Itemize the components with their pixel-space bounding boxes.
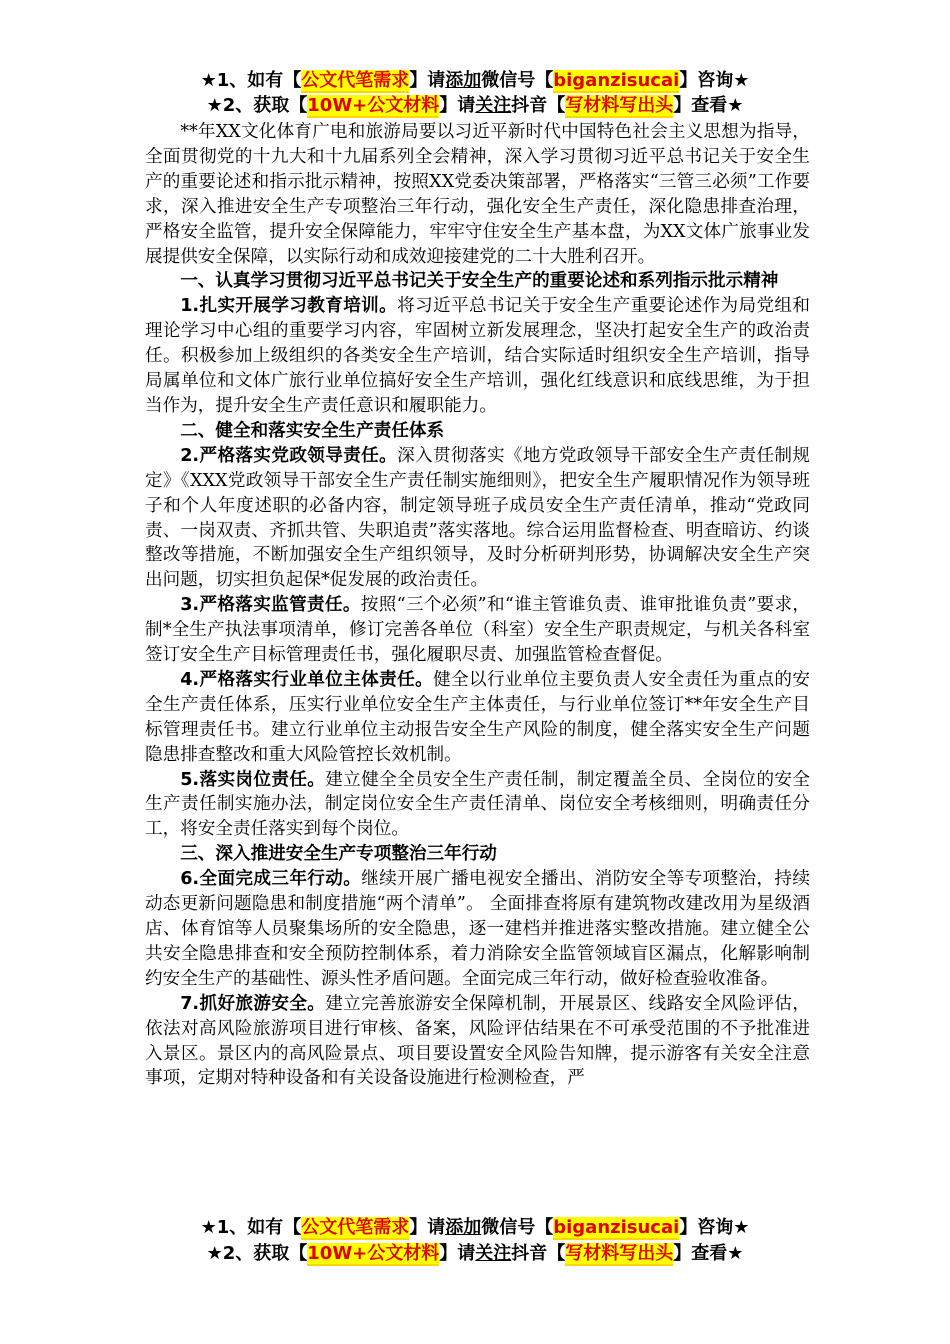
paragraph-5 bbox=[145, 768, 810, 843]
banner-text: 】请 bbox=[409, 1217, 446, 1238]
banner-highlight: 10W+公文材料 bbox=[307, 1243, 440, 1264]
section-heading-2: 二、健全和落实安全生产责任体系 bbox=[180, 420, 445, 441]
bottom-banner-line-2 bbox=[0, 1242, 950, 1266]
top-banner-line-1 bbox=[0, 69, 950, 93]
paragraph-text: 按照“三个必须”和“谁主管谁负责、谁审批谁负责”要求，制*全生产执法事项清单，修订完善各单位（科室）安全生产职责规定，与机关各科室签订安全生产目标管理责任书，强化履职尽责、加强监管检查督促。 bbox=[145, 595, 810, 666]
paragraph-text: 将习近平总书记关于安全生产重要论述作为局党组和理论学习中心组的重要学习内容，牢固树立新发展理念，坚决打起安全生产的政治责任。积极参加上级组织的各类安全生产培训，结合实际适时组织安全生产培训，指导局属单位和文体广旅行业单位搞好安全生产培训，强化红线意识和底线思维，为于担当作为，提升安全生产责任意识和履职能力。 bbox=[145, 296, 810, 416]
paragraph-title: 7.抓好旅游安全。 bbox=[180, 993, 326, 1014]
banner-underlined-text: 关注 bbox=[475, 95, 512, 116]
banner-highlight: 公文代笔需求 bbox=[301, 70, 410, 91]
banner-text: 】咨询★ bbox=[679, 1217, 750, 1238]
paragraph-text: 建立健全全员安全生产责任制，制定覆盖全员、全岗位的安全生产责任制实施办法，制定岗位安全生产责任清单、岗位安全考核细则，明确责任分工，将安全责任落实到每个岗位。 bbox=[145, 769, 810, 840]
banner-underlined-text: 添加 bbox=[445, 1217, 482, 1238]
banner-text: 】咨询★ bbox=[679, 70, 750, 91]
paragraph-text: 继续开展广播电视安全播出、消防安全等专项整治，持续动态更新问题隐患和制度措施“两个清单”。 全面排查将原有建筑物改建改用为星级酒店、体育馆等人员聚集场所的安全隐患，逐一建档并推进落实整改措施。建立健全公共安全隐患排查和安全预防控制体系，着力消除安全监管领域盲区漏点，化解影响制约安全生产的基础性、源头性矛盾问题。全面完成三年行动，做好检查验收准备。 bbox=[145, 869, 810, 989]
intro-paragraph: **年XX文化体育广电和旅游局要以习近平新时代中国特色社会主义思想为指导，全面贯彻党的十九大和十九届系列全会精神，深入学习贯彻习近平总书记关于安全生产的重要论述和指示批示精神，按照XX党委决策部署，严格落实“三管三必须”工作要求，深入推进安全生产专项整治三年行动，强化安全生产责任，深化隐患排查治理，严格安全监管，提升安全保障能力，牢牢守住安全生产基本盘，为XX文体广旅事业发展提供安全保障，以实际行动和成效迎接建党的二十大胜利召开。 bbox=[145, 122, 810, 267]
paragraph-title: 4.严格落实行业单位主体责任。 bbox=[180, 669, 434, 690]
paragraph-text: 建立完善旅游安全保障机制，开展景区、线路安全风险评估，依法对高风险旅游项目进行审核、备案，风险评估结果在不可承受范围的不予批准进入景区。景区内的高风险景点、项目要设置安全风险告知牌，提示游客有关安全注意事项，定期对特种设备和有关设备设施进行检测检查，严 bbox=[145, 993, 810, 1089]
document-body bbox=[145, 120, 810, 1091]
section-heading-1: 一、认真学习贯彻习近平总书记关于安全生产的重要论述和系列指示批示精神 bbox=[180, 271, 779, 292]
paragraph-title: 1.扎实开展学习教育培训。 bbox=[180, 296, 398, 317]
paragraph-1 bbox=[145, 294, 810, 419]
banner-text: 】查看★ bbox=[673, 1243, 744, 1264]
banner-highlight: biganzisucai bbox=[553, 70, 680, 91]
paragraph-title: 5.落实岗位责任。 bbox=[180, 769, 326, 790]
paragraph-title: 3.严格落实监管责任。 bbox=[180, 595, 361, 616]
paragraph-2 bbox=[145, 444, 810, 593]
banner-text: ★2、获取【 bbox=[206, 1243, 308, 1264]
paragraph-3 bbox=[145, 593, 810, 668]
paragraph-title: 2.严格落实党政领导责任。 bbox=[180, 445, 398, 466]
banner-highlight: 写材料写出头 bbox=[565, 95, 674, 116]
paragraph-4 bbox=[145, 668, 810, 768]
banner-underlined-text: 关注 bbox=[475, 1243, 512, 1264]
banner-text: ★1、如有【 bbox=[200, 70, 302, 91]
paragraph-6 bbox=[145, 867, 810, 992]
top-banner-line-2 bbox=[0, 94, 950, 118]
paragraph-text: 深入贯彻落实《地方党政领导干部安全生产责任制规定》《XXX党政领导干部安全生产责任制实施细则》，把安全生产履职情况作为领导班子和个人年度述职的必备内容，制定领导班子成员安全生产责任清单，推动“党政同责、一岗双责、齐抓共管、失职追责”落实落地。综合运用监督检查、明查暗访、约谈整改等措施，不断加强安全生产组织领导，及时分析研判形势，协调解决安全生产突出问题，切实担负起保*促发展的政治责任。 bbox=[145, 445, 810, 591]
section-heading-3: 三、深入推进安全生产专项整治三年行动 bbox=[180, 844, 497, 865]
banner-text: ★1、如有【 bbox=[200, 1217, 302, 1238]
banner-highlight: biganzisucai bbox=[553, 1217, 680, 1238]
banner-highlight: 公文代笔需求 bbox=[301, 1217, 410, 1238]
banner-text: 抖音【 bbox=[511, 1243, 566, 1264]
banner-text: 】请 bbox=[439, 95, 476, 116]
bottom-banner-line-1 bbox=[0, 1216, 950, 1240]
banner-text: ★2、获取【 bbox=[206, 95, 308, 116]
banner-text: 】请 bbox=[439, 1243, 476, 1264]
banner-text: 抖音【 bbox=[511, 95, 566, 116]
banner-highlight: 写材料写出头 bbox=[565, 1243, 674, 1264]
banner-highlight: 10W+公文材料 bbox=[307, 95, 440, 116]
banner-text: 微信号【 bbox=[481, 1217, 554, 1238]
paragraph-title: 6.全面完成三年行动。 bbox=[180, 869, 362, 890]
paragraph-text: 健全以行业单位主要负责人安全责任为重点的安全生产责任体系，压实行业单位安全生产主体责任，与行业单位签订**年安全生产目标管理责任书。建立行业单位主动报告安全生产风险的制度，健全落实安全生产问题隐患排查整改和重大风险管控长效机制。 bbox=[145, 669, 810, 765]
paragraph-7 bbox=[145, 992, 810, 1092]
banner-text: 】查看★ bbox=[673, 95, 744, 116]
banner-text: 】请 bbox=[409, 70, 446, 91]
banner-text: 微信号【 bbox=[481, 70, 554, 91]
banner-underlined-text: 添加 bbox=[445, 70, 482, 91]
